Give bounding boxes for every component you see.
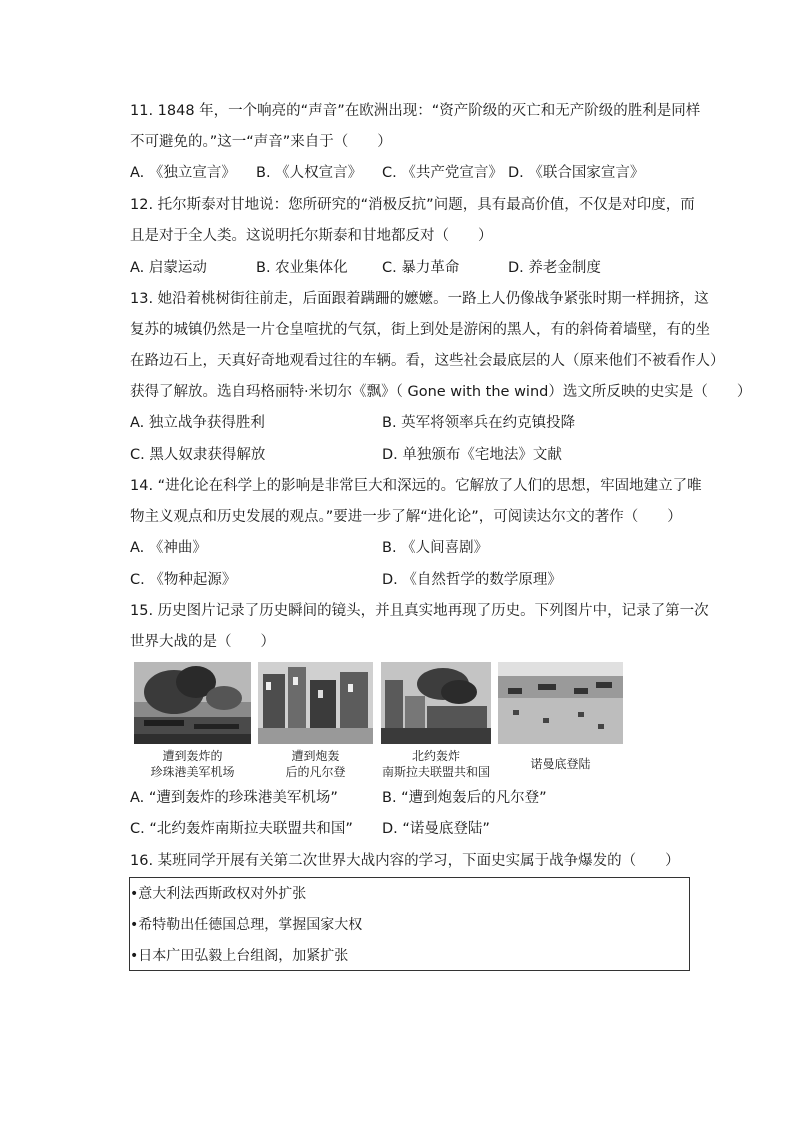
q12-option-d: D. 养老金制度 <box>508 260 601 276</box>
photo-pearl-harbor <box>134 662 251 744</box>
photo-caption-2 <box>258 748 373 780</box>
q16-bullet-3: •日本广田弘毅上台组阁，加紧扩张 <box>130 948 349 964</box>
q13-stem-line1: 13. 她沿着桃树街往前走，后面跟着蹒跚的嬷嬷。一路上人仍像战争紧张时期一样拥挤，这 <box>130 291 709 307</box>
q15-option-d: D. “诺曼底登陆” <box>382 821 490 837</box>
q12-option-c: C. 暴力革命 <box>382 260 460 276</box>
q12-option-a: A. 启蒙运动 <box>130 260 207 276</box>
q14-option-c: C. 《物种起源》 <box>130 572 237 588</box>
q15-stem-line1: 15. 历史图片记录了历史瞬间的镜头，并且真实地再现了历史。下列图片中，记录了第一次 <box>130 603 709 619</box>
q11-option-d: D. 《联合国家宣言》 <box>508 165 645 181</box>
photo-caption-2-line2: 后的凡尔登 <box>285 765 346 779</box>
q13-stem-line4: 获得了解放。选自玛格丽特·米切尔《飘》（ Gone with the wind）选文所反映的史实是（ ） <box>130 384 752 400</box>
q16-bullet-1: •意大利法西斯政权对外扩张 <box>130 886 307 902</box>
photo-caption-3 <box>371 748 501 780</box>
q13-option-c: C. 黑人奴隶获得解放 <box>130 447 266 463</box>
photo-caption-1-line1: 遭到轰炸的 <box>162 749 223 763</box>
photo-caption-1 <box>134 748 251 780</box>
q13-option-a: A. 独立战争获得胜利 <box>130 415 265 431</box>
q15-option-a: A. “遭到轰炸的珍珠港美军机场” <box>130 790 338 806</box>
q14-stem-line1: 14. “进化论在科学上的影响是非常巨大和深远的。它解放了人们的思想，牢固地建立了唯 <box>130 478 702 494</box>
q11-option-b: B. 《人权宣言》 <box>256 165 363 181</box>
photo-caption-3-line2: 南斯拉夫联盟共和国 <box>381 765 490 779</box>
photo-caption-3-line1: 北约轰炸 <box>411 749 460 763</box>
q13-option-d: D. 单独颁布《宅地法》文献 <box>382 447 562 463</box>
q16-stem-line1: 16. 某班同学开展有关第二次世界大战内容的学习，下面史实属于战争爆发的（ ） <box>130 853 680 869</box>
q15-option-c: C. “北约轰炸南斯拉夫联盟共和国” <box>130 821 353 837</box>
photo-normandy-landing <box>498 662 623 744</box>
q13-stem-line2: 复苏的城镇仍然是一片仓皇喧扰的气氛，街上到处是游闲的黑人，有的斜倚着墙壁，有的坐 <box>130 322 710 338</box>
q14-option-a: A. 《神曲》 <box>130 540 207 556</box>
q12-option-b: B. 农业集体化 <box>256 260 348 276</box>
q11-stem-line1: 11. 1848 年，一个响亮的“声音”在欧洲出现：“资产阶级的灭亡和无产阶级的胜利是同样 <box>130 103 701 119</box>
q15-option-b: B. “遭到炮轰后的凡尔登” <box>382 790 547 806</box>
photo-caption-4-line1: 诺曼底登陆 <box>530 757 591 771</box>
photo-verdun <box>258 662 373 744</box>
q12-stem-line2: 且是对于全人类。这说明托尔斯泰和甘地都反对（ ） <box>130 228 493 244</box>
q11-option-a: A. 《独立宣言》 <box>130 165 236 181</box>
q12-stem-line1: 12. 托尔斯泰对甘地说：您所研究的“消极反抗”问题，具有最高价值，不仅是对印度，而 <box>130 197 695 213</box>
q13-option-b: B. 英军将领率兵在约克镇投降 <box>382 415 576 431</box>
q16-bullet-2: •希特勒出任德国总理，掌握国家大权 <box>130 917 363 933</box>
q14-option-d: D. 《自然哲学的数学原理》 <box>382 572 562 588</box>
q15-stem-line2: 世界大战的是（ ） <box>130 634 275 650</box>
photo-caption-4 <box>498 756 623 772</box>
q11-stem-line2: 不可避免的。”这一“声音”来自于（ ） <box>130 134 392 150</box>
photo-caption-2-line1: 遭到炮轰 <box>291 749 340 763</box>
photo-caption-1-line2: 珍珠港美军机场 <box>150 765 235 779</box>
q14-stem-line2: 物主义观点和历史发展的观点。”要进一步了解“进化论”，可阅读达尔文的著作（ ） <box>130 509 682 525</box>
photo-nato-bombing <box>381 662 491 744</box>
q13-stem-line3: 在路边石上，天真好奇地观看过往的车辆。看，这些社会最底层的人（原来他们不被看作人） <box>130 353 725 369</box>
q11-option-c: C. 《共产党宣言》 <box>382 165 503 181</box>
q14-option-b: B. 《人间喜剧》 <box>382 540 489 556</box>
